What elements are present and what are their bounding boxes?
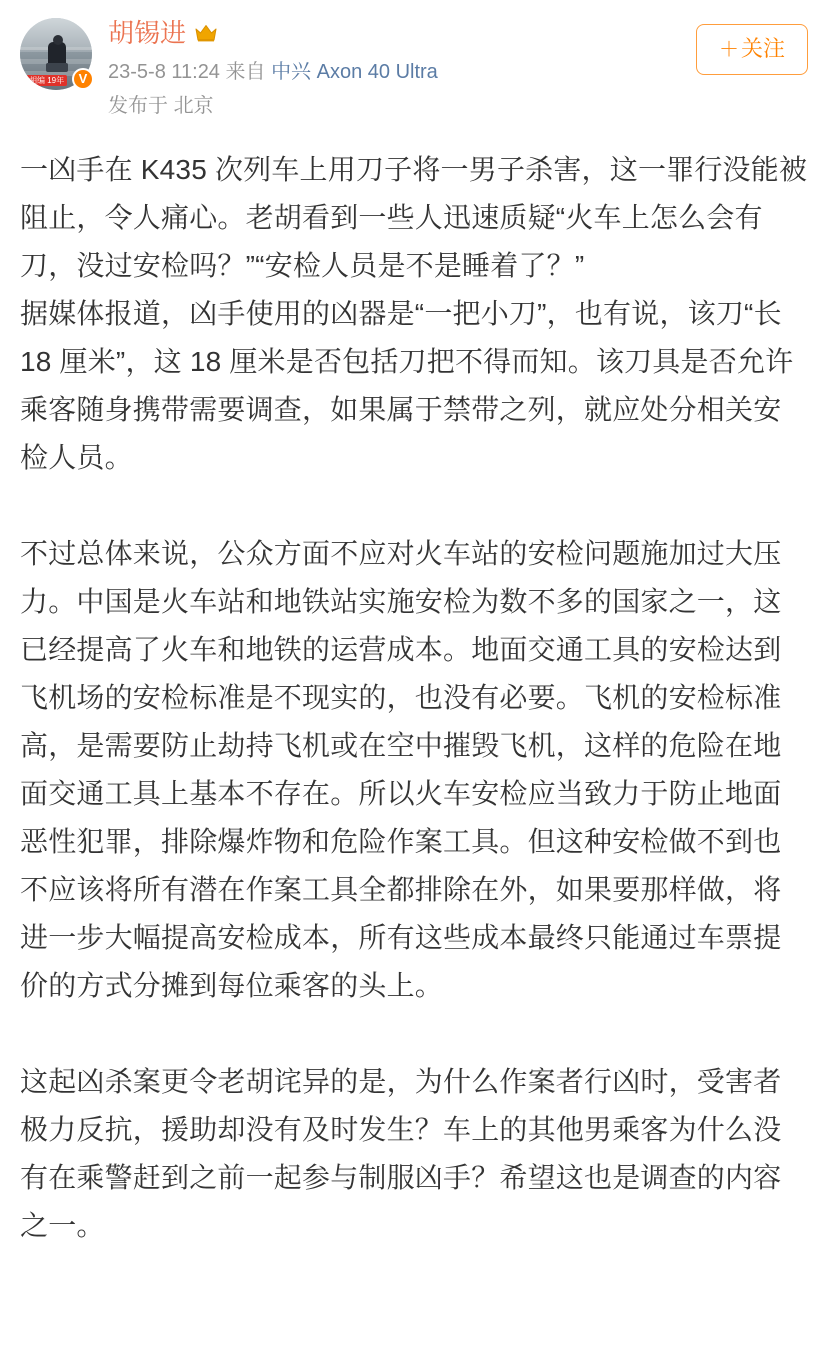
post-content: [20, 146, 808, 1250]
follow-button[interactable]: [696, 24, 808, 75]
plus-icon: ＋: [718, 39, 739, 61]
source-prefix: 来自: [225, 61, 266, 83]
post-location: [108, 92, 808, 120]
post-paragraph: 这起凶杀案更令老胡诧异的是，为什么作案者行凶时，受害者极力反抗，援助却没有及时发生？车上的其他男乘客为什么没有在乘警赶到之前一起参与制服凶手？希望这也是调查的内容之一。: [20, 1066, 782, 1241]
post-paragraph: 一凶手在 K435 次列车上用刀子将一男子杀害，这一罪行没能被阻止，令人痛心。老胡看到一些人迅速质疑“火车上怎么会有刀，没过安检吗？”“安检人员是不是睡着了？”: [20, 154, 808, 281]
source-device-link[interactable]: 中兴 Axon 40 Ultra: [271, 61, 438, 83]
author-name[interactable]: 胡锡进: [108, 18, 187, 48]
post-paragraph: 据媒体报道，凶手使用的凶器是“一把小刀”，也有说，该刀“长 18 厘米”，这 18 厘米是否包括刀把不得而知。该刀具是否允许乘客随身携带需要调查，如果属于禁带之列，就应处分相关安检人员。: [20, 298, 794, 473]
level-badge: 胡编 19年: [26, 75, 67, 86]
avatar[interactable]: [20, 18, 92, 90]
location-value: 北京: [173, 95, 214, 117]
avatar-person-legs: [46, 63, 68, 72]
post-header: [20, 14, 808, 120]
location-prefix: 发布于: [108, 95, 168, 117]
follow-button-label: 关注: [740, 36, 785, 61]
avatar-person-head: [53, 35, 63, 45]
post-paragraph: 不过总体来说，公众方面不应对火车站的安检问题施加过大压力。中国是火车站和地铁站实施安检为数不多的国家之一，这已经提高了火车和地铁的运营成本。地面交通工具的安检达到飞机场的安检标准是不现实的，也没有必要。飞机的安检标准高，是需要防止劫持飞机或在空中摧毁飞机，这样的危险在地面交通工具上基本不存在。所以火车安检应当致力于防止地面恶性犯罪，排除爆炸物和危险作案工具。但这种安检做不到也不应该将所有潜在作案工具全都排除在外，如果要那样做，将进一步大幅提高安检成本，所有这些成本最终只能通过车票提价的方式分摊到每位乘客的头上。: [20, 538, 782, 1001]
verified-badge-icon: V: [72, 68, 94, 90]
crown-icon: [194, 22, 218, 44]
post-timestamp: 23-5-8 11:24: [108, 61, 220, 83]
